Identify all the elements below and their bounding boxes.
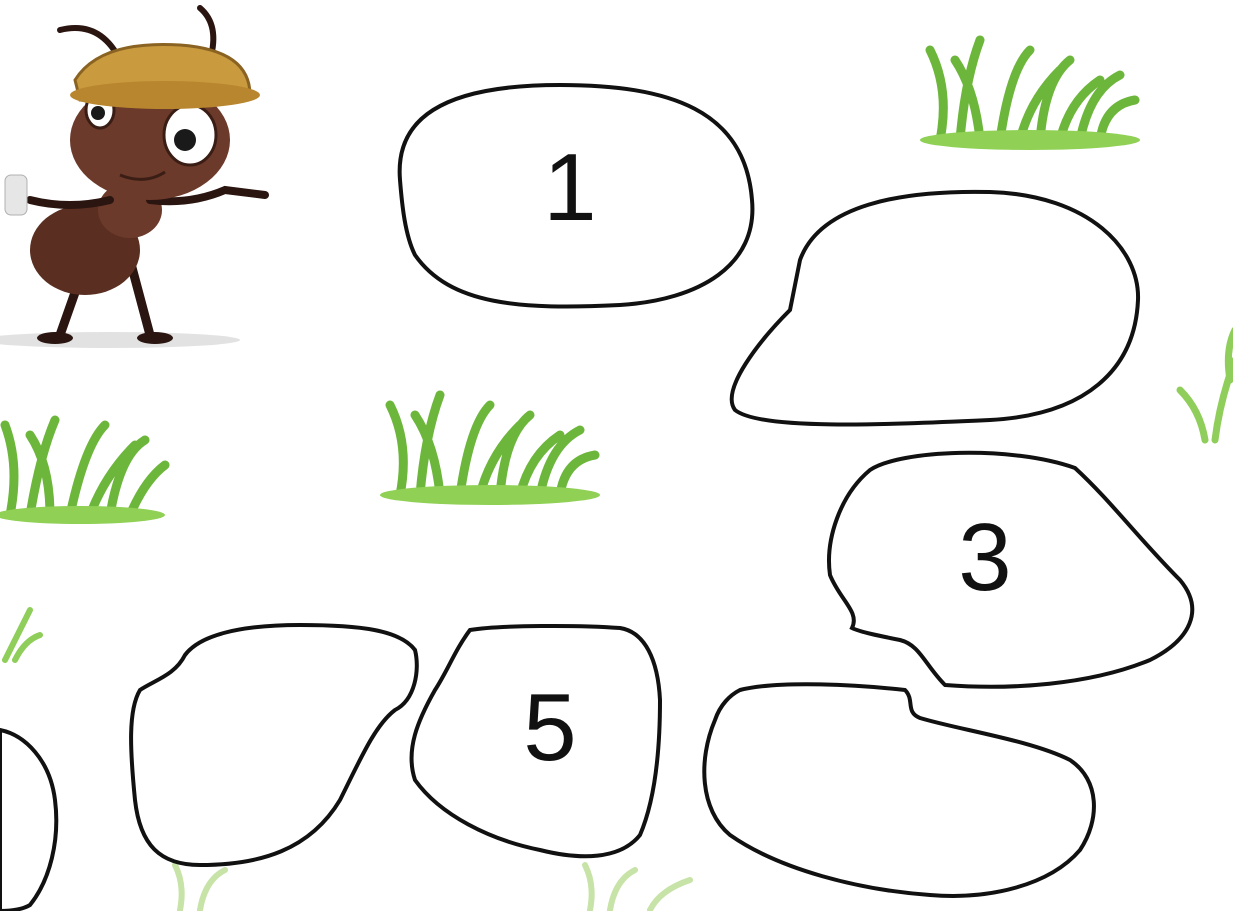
grass-icon (380, 395, 600, 505)
stone-7[interactable] (0, 730, 56, 911)
grass-icon (175, 865, 225, 910)
stone-4[interactable] (131, 625, 417, 865)
stone-6[interactable] (704, 684, 1094, 896)
stone-5[interactable] (412, 626, 660, 856)
stone-1[interactable] (400, 85, 753, 307)
ant-with-hat-icon (0, 8, 265, 348)
stone-number: 5 (523, 674, 577, 781)
grass-icon (920, 40, 1140, 150)
grass-icon (585, 865, 690, 910)
stone-3[interactable] (829, 453, 1192, 687)
stone-2[interactable] (732, 192, 1138, 425)
grass-icon (5, 610, 40, 660)
stone-number: 1 (543, 134, 597, 241)
grass-icon (0, 420, 165, 524)
grass-icon (1180, 330, 1233, 440)
stone-number: 3 (958, 504, 1012, 611)
